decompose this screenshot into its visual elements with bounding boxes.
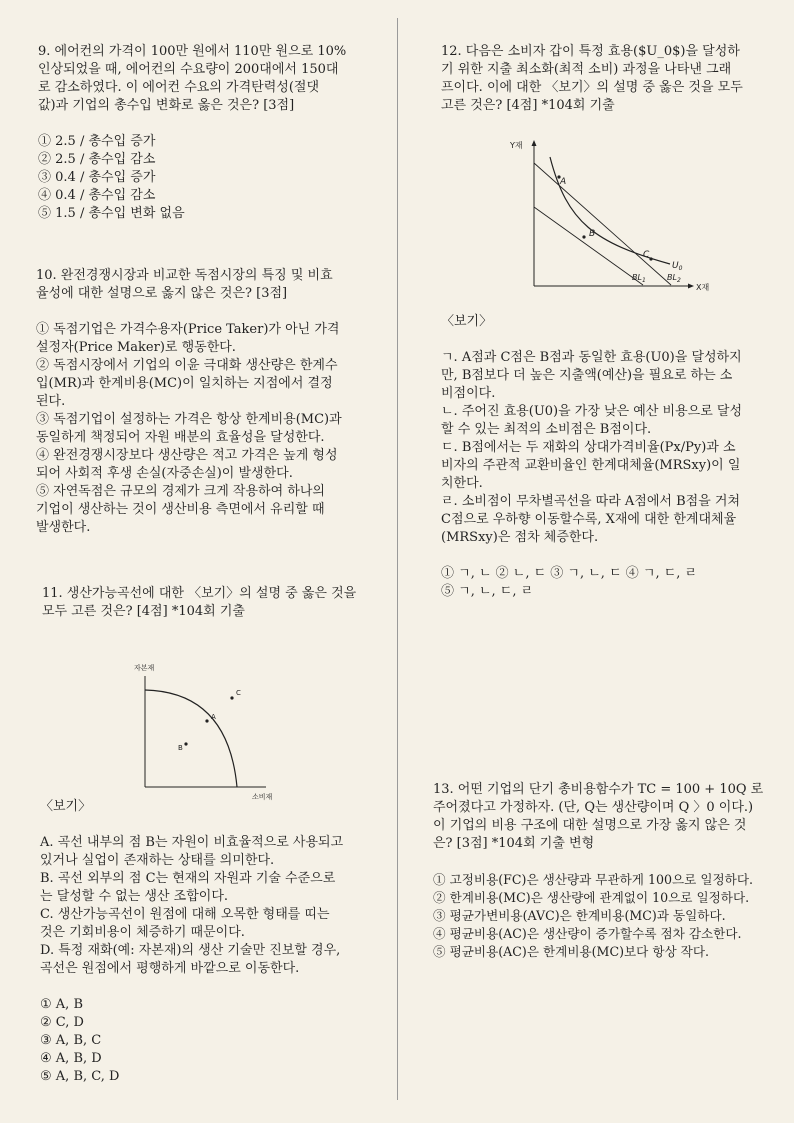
question-10 — [36, 267, 376, 537]
q12-options — [441, 565, 786, 601]
q10-option-line[interactable]: 되어 사회적 후생 손실(자중손실)이 발생한다. — [36, 466, 293, 481]
q13-stem-line: 은? [3점] *104회 기출 변형 — [433, 836, 595, 851]
q12-bogi-line: 할 수 있는 최적의 소비점은 B점이다. — [441, 422, 652, 437]
ppf-point-b — [184, 742, 187, 745]
ic-label-b: B — [589, 229, 596, 239]
ppf-label-b: B — [178, 744, 183, 752]
q11-bogi-line: 있거나 실업이 존재하는 상태를 의미한다. — [40, 853, 275, 868]
ppf-point-c — [230, 696, 233, 699]
q11-bogi-block — [40, 798, 380, 1086]
q12-option-line[interactable]: ⑤ ㄱ, ㄴ, ㄷ, ㄹ — [441, 584, 534, 599]
q13-option-3[interactable]: ③ 평균가변비용(AVC)은 한계비용(MC)과 동일하다. — [433, 908, 726, 923]
q9-options — [38, 133, 378, 223]
q9-stem-line: 로 감소하였다. 이 에어컨 수요의 가격탄력성(절댓 — [38, 80, 320, 95]
q11-bogi — [40, 834, 380, 978]
indifference-curve — [550, 157, 670, 264]
q12-bogi-block — [441, 313, 786, 601]
ic-label-a: A — [560, 177, 567, 187]
q13-option-1[interactable]: ① 고정비용(FC)은 생산량과 무관하게 100으로 일정하다. — [433, 872, 753, 887]
q11-bogi-line: 는 달성할 수 없는 생산 조합이다. — [40, 889, 229, 904]
q9-option-5[interactable]: ⑤ 1.5 / 총수입 변화 없음 — [38, 206, 185, 221]
q10-option-line[interactable]: ④ 완전경쟁시장보다 생산량은 적고 가격은 높게 형성 — [36, 448, 338, 463]
q11-option-5[interactable]: ⑤ A, B, C, D — [40, 1069, 120, 1084]
q9-option-3[interactable]: ③ 0.4 / 총수입 증가 — [38, 170, 156, 185]
q12-stem-line: 기 위한 지출 최소화(최적 소비) 과정을 나타낸 그래 — [441, 62, 732, 77]
q13-option-2[interactable]: ② 한계비용(MC)은 생산량에 관계없이 10으로 일정하다. — [433, 890, 750, 905]
ic-label-c: C — [643, 250, 650, 260]
q13-stem-line: 13. 어떤 기업의 단기 총비용함수가 TC = 100 + 10Q 로 — [433, 782, 764, 797]
ic-y-arrow-icon — [532, 140, 537, 146]
q12-bogi-line: ㄱ. A점과 C점은 B점과 동일한 효용(U0)을 달성하지 — [441, 350, 742, 365]
q10-option-line[interactable]: ② 독점시장에서 기업의 이윤 극대화 생산량은 한계수 — [36, 358, 338, 373]
q10-option-line[interactable]: ⑤ 자연독점은 규모의 경제가 크게 작용하여 하나의 — [36, 484, 325, 499]
question-9 — [38, 43, 378, 223]
q13-stem-line: 이 기업의 비용 구조에 대한 설명으로 가장 옳지 않은 것 — [433, 818, 747, 833]
q12-bogi-title: 〈보기〉 — [441, 314, 493, 329]
question-13 — [433, 781, 788, 961]
q12-bogi-line: (MRSxy)은 점차 체증한다. — [441, 530, 599, 545]
question-11 — [42, 585, 382, 621]
q11-stem-line: 모두 고른 것은? [4점] *104회 기출 — [42, 604, 245, 619]
ppf-y-axis-label: 자본재 — [134, 664, 155, 672]
q12-bogi-line: ㄹ. 소비점이 무차별곡선을 따라 A점에서 B점을 거쳐 — [441, 494, 741, 509]
indifference-graph — [505, 135, 720, 295]
ic-point-c — [649, 257, 652, 260]
q9-stem-line: 9. 에어컨의 가격이 100만 원에서 110만 원으로 10% — [38, 44, 347, 59]
q11-bogi-line: 곡선은 원점에서 평행하게 바깥으로 이동한다. — [40, 961, 300, 976]
ppf-label-a: A — [211, 713, 216, 721]
ppf-point-a — [205, 719, 208, 722]
q10-option-line[interactable]: ① 독점기업은 가격수용자(Price Taker)가 아닌 가격 — [36, 322, 340, 337]
q12-bogi-line: C점으로 우하향 이동할수록, X재에 대한 한계대체율 — [441, 512, 737, 527]
q10-stem-line: 율성에 대한 설명으로 옳지 않은 것은? [3점] — [36, 286, 288, 301]
q11-options — [40, 996, 380, 1086]
q11-bogi-line: C. 생산가능곡선이 원점에 대해 오목한 형태를 띠는 — [40, 907, 330, 922]
q12-stem-line: 프이다. 이에 대한 〈보기〉의 설명 중 옳은 것을 모두 — [441, 80, 743, 95]
q12-stem-line: 고른 것은? [4점] *104회 기출 — [441, 98, 615, 113]
q9-option-1[interactable]: ① 2.5 / 총수입 증가 — [38, 134, 156, 149]
q11-stem-line: 11. 생산가능곡선에 대한 〈보기〉의 설명 중 옳은 것을 — [42, 586, 357, 601]
ppf-label-c: C — [236, 689, 241, 697]
q10-option-line[interactable]: 동일하게 책정되어 자원 배분의 효율성을 달성한다. — [36, 430, 325, 445]
q11-bogi-line: D. 특정 재화(예: 자본재)의 생산 기술만 진보할 경우, — [40, 943, 341, 958]
q13-stem-line: 주어졌다고 가정하자. (단, Q는 생산량이며 Q 〉0 이다.) — [433, 800, 754, 815]
q11-option-3[interactable]: ③ A, B, C — [40, 1033, 102, 1048]
q11-bogi-line: A. 곡선 내부의 점 B는 자원이 비효율적으로 사용되고 — [40, 835, 344, 850]
ic-label-bl2: $BL_2$ — [667, 273, 681, 284]
q10-option-line[interactable]: 기업이 생산하는 것이 생산비용 측면에서 유리할 때 — [36, 502, 325, 517]
ic-x-axis-label: X재 — [696, 283, 710, 292]
q10-option-line[interactable]: 설정자(Price Maker)로 행동한다. — [36, 340, 236, 355]
ic-label-u0: $U_0$ — [672, 261, 683, 272]
q10-option-line[interactable]: 된다. — [36, 394, 66, 409]
q12-bogi-line: 만, B점보다 더 높은 지출액(예산)을 필요로 하는 소 — [441, 368, 733, 383]
q12-bogi-line: 비자의 주관적 교환비율인 한계대체율(MRSxy)이 일 — [441, 458, 741, 473]
ppf-x-axis-label: 소비재 — [252, 793, 273, 801]
column-divider — [397, 18, 398, 1100]
q12-option-line[interactable]: ① ㄱ, ㄴ ② ㄴ, ㄷ ③ ㄱ, ㄴ, ㄷ ④ ㄱ, ㄷ, ㄹ — [441, 566, 698, 581]
q11-bogi-line: 것은 기회비용이 체증하기 때문이다. — [40, 925, 245, 940]
question-12 — [441, 43, 781, 115]
q12-bogi-line: 치한다. — [441, 476, 483, 491]
ppf-graph — [128, 658, 288, 803]
q10-option-line[interactable]: 발생한다. — [36, 520, 91, 535]
ic-point-b — [582, 235, 585, 238]
q12-bogi-line: ㄷ. B점에서는 두 재화의 상대가격비율(Px/Py)과 소 — [441, 440, 736, 455]
q9-stem-line: 값)과 기업의 총수입 변화로 옳은 것은? [3점] — [38, 98, 295, 113]
q11-option-2[interactable]: ② C, D — [40, 1015, 84, 1030]
q13-options — [433, 871, 788, 961]
q9-option-2[interactable]: ② 2.5 / 총수입 감소 — [38, 152, 156, 167]
budget-line-2 — [534, 163, 671, 285]
ppf-curve — [145, 690, 237, 787]
q9-option-4[interactable]: ④ 0.4 / 총수입 감소 — [38, 188, 156, 203]
q12-bogi-line: 비점이다. — [441, 386, 496, 401]
q13-option-5[interactable]: ⑤ 평균비용(AC)은 한계비용(MC)보다 항상 작다. — [433, 944, 710, 959]
q11-bogi-line: B. 곡선 외부의 점 C는 현재의 자원과 기술 수준으로 — [40, 871, 336, 886]
q12-bogi — [441, 349, 786, 547]
q12-bogi-line: ㄴ. 주어진 효용(U0)을 가장 낮은 예산 비용으로 달성 — [441, 404, 743, 419]
q11-option-4[interactable]: ④ A, B, D — [40, 1051, 102, 1066]
q10-option-line[interactable]: ③ 독점기업이 설정하는 가격은 항상 한계비용(MC)과 — [36, 412, 342, 427]
ic-label-bl1: $BL_1$ — [632, 273, 646, 284]
q11-bogi-title: 〈보기〉 — [40, 799, 92, 814]
q10-stem-line: 10. 완전경쟁시장과 비교한 독점시장의 특징 및 비효 — [36, 268, 333, 283]
ic-x-arrow-icon — [688, 284, 694, 289]
q11-option-1[interactable]: ① A, B — [40, 997, 83, 1012]
q10-options — [36, 321, 376, 537]
q12-stem-line: 12. 다음은 소비자 갑이 특정 효용($U_0$)을 달성하 — [441, 44, 740, 59]
q13-option-4[interactable]: ④ 평균비용(AC)은 생산량이 증가할수록 점차 감소한다. — [433, 926, 742, 941]
q10-option-line[interactable]: 입(MR)과 한계비용(MC)이 일치하는 지점에서 결정 — [36, 376, 333, 391]
ic-y-axis-label: Y재 — [510, 141, 523, 150]
q9-stem-line: 인상되었을 때, 에어컨의 수요량이 200대에서 150대 — [38, 62, 339, 77]
